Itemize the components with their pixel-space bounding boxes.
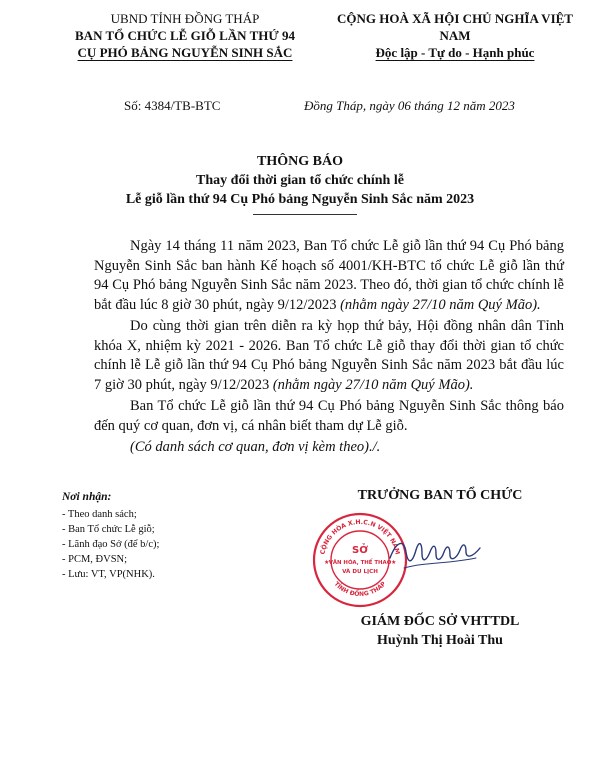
- authority-line-2: BAN TỔ CHỨC LỄ GIỖ LẦN THỨ 94: [75, 28, 295, 43]
- signer-block: [320, 612, 560, 650]
- document-title: [0, 152, 600, 209]
- signer-name: Huỳnh Thị Hoài Thu: [377, 633, 503, 648]
- attachment-note: (Có danh sách cơ quan, đơn vị kèm theo)./.: [130, 439, 381, 455]
- recipients-label: Nơi nhận:: [62, 491, 112, 503]
- title-sub-1: Thay đổi thời gian tổ chức chính lễ: [196, 173, 404, 188]
- country-name: CỘNG HOÀ XÃ HỘI CHỦ NGHĨA VIỆT NAM: [337, 11, 573, 43]
- title-main: THÔNG BÁO: [257, 154, 343, 169]
- paragraph-1-note: (nhằm ngày 27/10 năm Quý Mão).: [340, 296, 541, 313]
- recipients-list: [62, 490, 159, 582]
- paragraph-1: [94, 237, 564, 315]
- document-number: Số: 4384/TB-BTC: [124, 98, 221, 113]
- paragraph-4: [94, 438, 564, 458]
- document-body: [94, 237, 564, 460]
- signer-title: TRƯỞNG BAN TỔ CHỨC: [357, 488, 523, 503]
- issuing-authority: [40, 10, 330, 61]
- seal-star-right: ★: [391, 560, 397, 566]
- recipient-item: - Ban Tổ chức Lễ giỗ;: [62, 524, 155, 535]
- paragraph-1-text: Ngày 14 tháng 11 năm 2023, Ban Tổ chức Lễ giỗ lần thứ 94 Cụ Phó bảng Nguyễn Sinh Sắc ban hành Kế hoạch số 4001/KH-BTC tổ chức Lễ giỗ lần thứ 94 Cụ Phó bảng Nguyễn Sinh Sắc năm 2023. Theo đó, thời gian tổ chức chính lễ bắt đầu lúc 8 giờ 30 phút, ngày 9/12/2023: [94, 238, 564, 313]
- paragraph-3: Ban Tổ chức Lễ giỗ lần thứ 94 Cụ Phó bảng Nguyễn Sinh Sắc thông báo đến quý cơ quan, đơn vị, cá nhân biết tham dự Lễ giỗ.: [94, 398, 564, 434]
- recipient-item: - Theo danh sách;: [62, 509, 137, 520]
- national-header: [320, 10, 590, 61]
- authority-line-1: UBND TỈNH ĐỒNG THÁP: [110, 11, 260, 26]
- title-sub-2: Lễ giỗ lần thứ 94 Cụ Phó bảng Nguyễn Sinh Sắc năm 2023: [125, 192, 475, 207]
- seal-center-line-2: VÀ DU LỊCH: [342, 569, 378, 575]
- seal-ring-text: CỘNG HÒA X.H.C.N VIỆT NAM: [319, 518, 401, 556]
- recipient-item: - Lãnh đạo Sở (để b/c);: [62, 539, 160, 550]
- signer-role: GIÁM ĐỐC SỞ VHTTDL: [360, 614, 520, 629]
- paragraph-2-text: Do cùng thời gian trên diễn ra kỳ họp thứ bảy, Hội đồng nhân dân Tỉnh khóa X, nhiệm kỳ 2021 - 2026. Ban Tổ chức Lễ giỗ thay đổi thời gian tổ chức chính lễ Lễ giỗ lần thứ 94 Cụ Phó bảng Nguyễn Sinh Sắc năm 2023 bắt đầu lúc 7 giờ 30 phút, ngày 9/12/2023: [94, 318, 564, 393]
- paragraph-2: [94, 317, 564, 395]
- seal-center-line-1: VĂN HÓA, THỂ THAO: [328, 560, 392, 566]
- seal-bottom-text: TỈNH ĐỒNG THÁP: [332, 580, 388, 599]
- place-date: Đồng Tháp, ngày 06 tháng 12 năm 2023: [304, 98, 515, 113]
- paragraph-2-note: (nhằm ngày 27/10 năm Quý Mão).: [272, 376, 474, 393]
- authority-line-3: CỤ PHÓ BẢNG NGUYỄN SINH SẮC: [77, 45, 293, 60]
- national-motto: Độc lập - Tự do - Hạnh phúc: [375, 45, 535, 60]
- recipient-item: - PCM, ĐVSN;: [62, 554, 128, 565]
- handwritten-signature: [386, 528, 486, 578]
- seal-center-top: SỞ: [352, 545, 368, 556]
- recipient-item: - Lưu: VT, VP(NHK).: [62, 569, 155, 580]
- title-divider: [253, 214, 357, 215]
- seal-star-left: ★: [324, 560, 330, 566]
